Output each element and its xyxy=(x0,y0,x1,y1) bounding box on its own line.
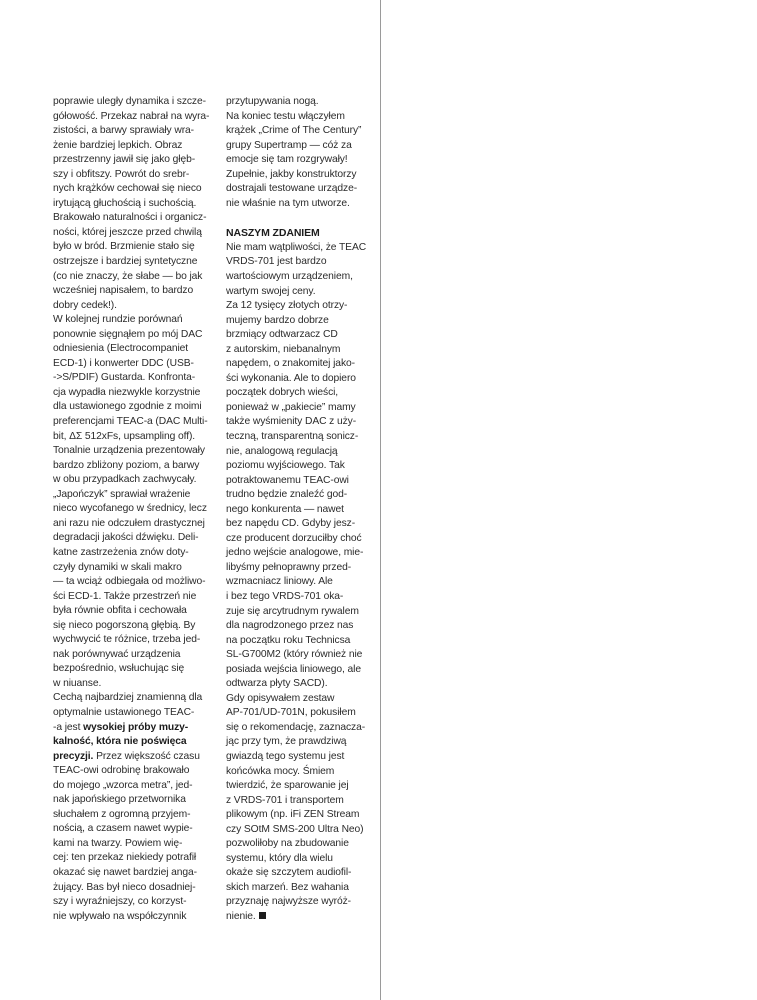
end-of-article-square-icon xyxy=(259,912,266,919)
paragraph-with-emphasis xyxy=(53,691,219,924)
text-column-left xyxy=(53,95,219,924)
section-heading: NASZYM ZDANIEM xyxy=(226,227,320,240)
paragraph: W kolejnej rundzie porównań ponownie sięgnąłem po mój DAC odniesienia (Electrocompaniet ECD-1) i konwerter DDC (USB- ->S/PDIF) Gustarda. Konfronta- cja wypadła niezwykle korzystnie dla ustawionego zgodnie z moimi preferencjami TEAC-a (DAC Multi- bit, ΔΣ 512xFs, upsampling off). Tonalnie urządzenia prezentowały bardzo zbliżony poziom, a barwy w obu przypadkach zachwycały. „Japończyk” sprawiał wrażenie nieco wycofanego w średnicy, lecz ani razu nie odczułem drastycznej degradacji jakości dźwięku. Deli- katne zastrzeżenia znów doty- czyły dynamiki w skali makro — ta wciąż odbiegała od możliwo- ści ECD-1. Także przestrzeń nie była równie obfita i cechowała się nieco pogorszoną głębią. By wychwycić te różnice, trzeba jed- nak porównywać urządzenia bezpośrednio, wsłuchując się w niuanse. xyxy=(53,314,208,689)
paragraph: poprawie uległy dynamika i szcze- gółowość. Przekaz nabrał na wyra- zistości, a barwy sprawiały wra- żenie bardziej lepkich. Obraz przestrzenny jawił się jako głęb- szy i obfitszy. Powrót do srebr- nych krążków cechował się nieco irytującą głuchością i suchością. Brakowało naturalności i organicz- ności, której jeszcze przed chwilą było w bród. Brzmienie stało się ostrzejsze i bardziej syntetyczne (co nie znaczy, że słabe — bo jak wcześniej napisałem, to bardzo dobry cedek!). xyxy=(53,96,210,311)
page-divider xyxy=(380,0,381,1000)
paragraph xyxy=(226,692,378,925)
paragraph: Nie mam wątpliwości, że TEAC VRDS-701 jest bardzo wartościowym urządzeniem, wartym swojej ceny. xyxy=(226,241,367,297)
paragraph-text: Gdy opisywałem zestaw AP-701/UD-701N, pokusiłem się o rekomendację, zaznacza- jąc przy tym, że prawdziwą gwiazdą tego systemu jest końcówka mocy. Śmiem twierdzić, że sparowanie jej z VRDS-701 i transportem plikowym (np. iFi ZEN Stream czy SOtM SMS-200 Ultra Neo) pozwoliłoby na zbudowanie systemu, który dla wielu okaże się szczytem audiofil- skich marzeń. Bez wahania przyznaję najwyższe wyróż- nienie. xyxy=(226,692,366,923)
emphasized-text: wysokiej próby muzy- kalność, która nie poświęca precyzji. xyxy=(53,721,189,762)
paragraph: Za 12 tysięcy złotych otrzy- mujemy bardzo dobrze brzmiący odtwarzacz CD z autorskim, niebanalnym napędem, o znakomitej jako- ści wykonania. Ale to dopiero początek dobrych wieści, ponieważ w „pakiecie” mamy także wyśmienity DAC z uży- teczną, transparentną sonicz- nie, analogową regulacją poziomu wyjściowego. Tak potraktowanemu TEAC-owi trudno będzie znaleźć god- nego konkurenta — nawet bez napędu CD. Gdyby jesz- cze producent dorzuciłby choć jedno wejście analogowe, mie- libyśmy pełnoprawny przed- wzmacniacz liniowy. Ale i bez tego VRDS-701 oka- zuje się arcytrudnym rywalem dla nagrodzonego przez nas na początku roku Technicsa SL-G700M2 (który również nie posiada wejścia liniowego, ale odtwarza płyty SACD). xyxy=(226,300,364,690)
paragraph-text: Przez większość czasu TEAC-owi odrobinę brakowało do mojego „wzorca metra”, jed- nak japońskiego przetwornika słuchałem z ogromną przyjem- nością, a czasem nawet wypie- kami na twarzy. Powiem wię- cej: ten przekaz niekiedy potrafił okazać się nawet bardziej anga- żujący. Bas był nieco dosadniej- szy i wyraźniejszy, co korzyst- nie wpływało na współczynnik xyxy=(53,750,200,922)
paragraph-text: Cechą najbardziej znamienną dla optymalnie ustawionego TEAC- -a jest xyxy=(53,692,203,733)
paragraph: przytupywania nogą. Na koniec testu włączyłem krążek „Crime of The Century” grupy Supertramp — cóż za emocje się tam rozgrywały! Zupełnie, jakby konstruktorzy dostrajali testowane urządze- nie właśnie na tym utworze. xyxy=(226,96,362,209)
text-column-right xyxy=(226,95,378,925)
